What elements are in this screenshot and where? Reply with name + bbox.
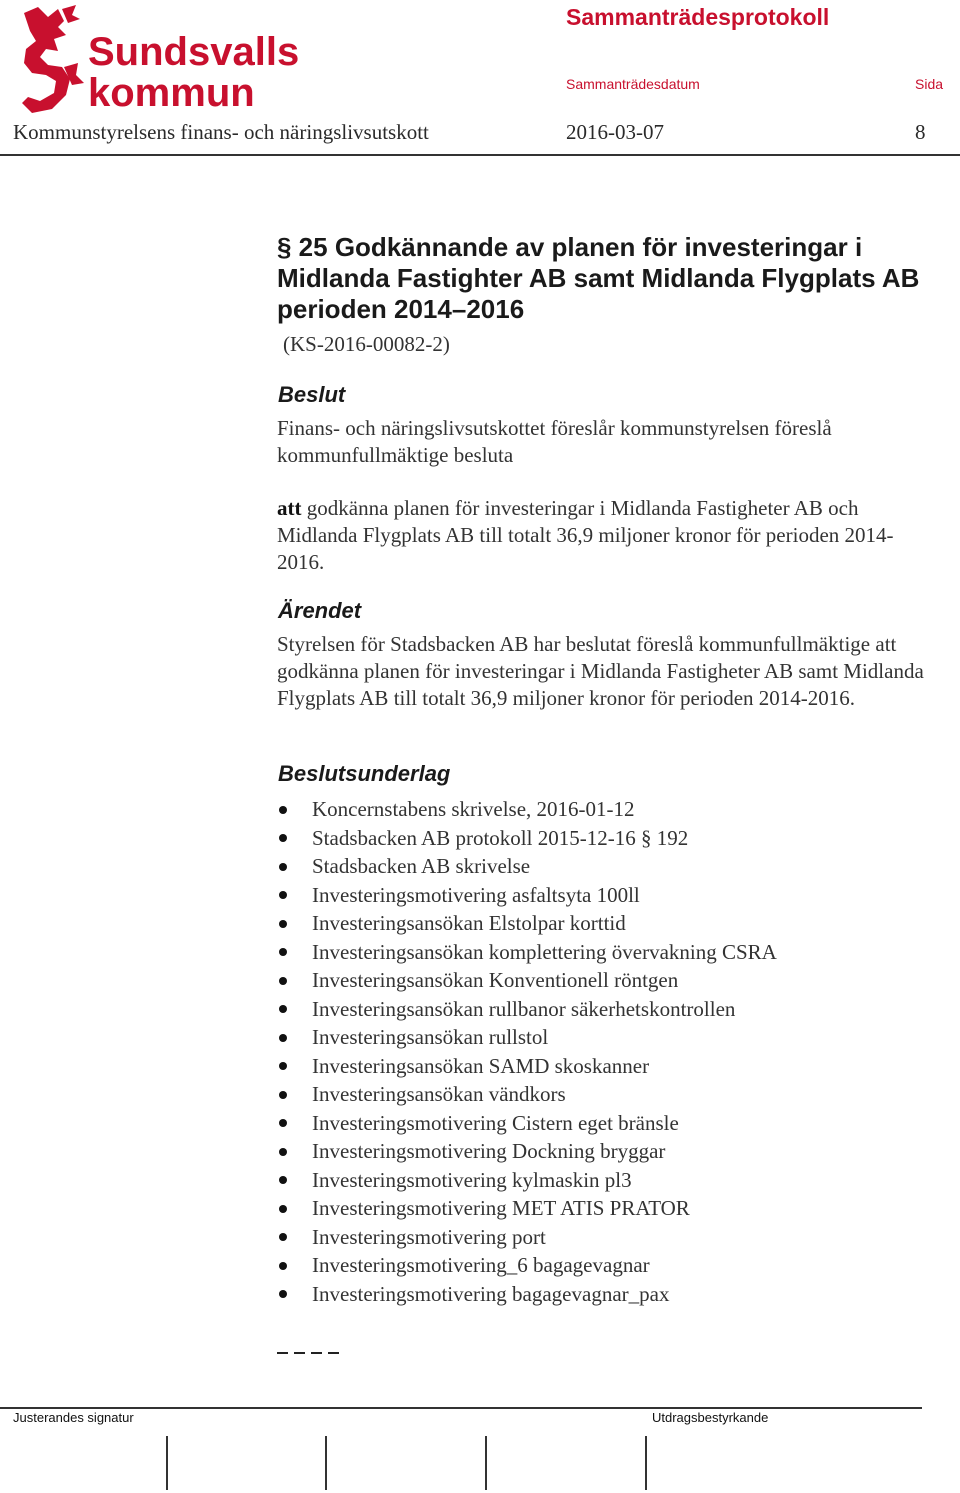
- underlag-item-text: Investeringsansökan Konventionell röntgen: [312, 968, 679, 992]
- footer-divider: [0, 1407, 922, 1409]
- underlag-item-text: Investeringsmotivering bagagevagnar_pax: [312, 1281, 670, 1306]
- case-number: (KS-2016-00082-2): [283, 332, 450, 356]
- underlag-list-item: [277, 795, 777, 824]
- decision-att-clause: [277, 495, 937, 576]
- beslutsunderlag-list: [277, 795, 777, 1308]
- bullet-icon: [279, 1205, 287, 1213]
- att-clause-text: godkänna planen för investeringar i Midlanda Fastigheter AB och Midlanda Flygplats AB till totalt 36,9 miljoner kronor för perioden 2014-2016.: [277, 496, 894, 574]
- underlag-item-text: Investeringsansökan vändkors: [312, 1082, 566, 1106]
- underlag-list-item: [277, 966, 777, 995]
- underlag-list-item: [277, 824, 777, 853]
- bullet-icon: [279, 1176, 287, 1184]
- signature-box-divider: [325, 1436, 327, 1490]
- signature-box-divider: [485, 1436, 487, 1490]
- arendet-paragraph: Styrelsen för Stadsbacken AB har beslutat föreslå kommunfullmäktige att godkänna planen för investeringar i Midlanda Fastigheter AB samt Midlanda Flygplats AB till totalt 36,9 miljoner kronor för perioden 2014-2016.: [277, 632, 924, 710]
- underlag-item-text: Investeringsmotivering_6 bagagevagnar: [312, 1253, 650, 1277]
- underlag-item-text: Koncernstabens skrivelse, 2016-01-12: [312, 797, 635, 821]
- underlag-list-item: [277, 1194, 777, 1223]
- bullet-icon: [279, 863, 287, 871]
- underlag-list-item: [277, 1137, 777, 1166]
- underlag-list-item: [277, 909, 777, 938]
- underlag-list-item: [277, 852, 777, 881]
- bullet-icon: [279, 806, 287, 814]
- header-divider: [0, 154, 960, 156]
- bullet-icon: [279, 1034, 287, 1042]
- sundsvalls-kommun-logo: [18, 5, 308, 117]
- underlag-list-item: [277, 1052, 777, 1081]
- meeting-date-label: Sammanträdesdatum: [566, 76, 700, 92]
- underlag-item-text: Investeringsmotivering asfaltsyta 100ll: [312, 882, 640, 907]
- att-keyword: att: [277, 496, 302, 520]
- underlag-list-item: [277, 1109, 777, 1138]
- section-end-marker: [277, 1352, 341, 1354]
- underlag-list-item: [277, 1080, 777, 1109]
- underlag-list-item: [277, 1223, 777, 1252]
- bullet-icon: [279, 891, 287, 899]
- bullet-icon: [279, 1119, 287, 1127]
- bullet-icon: [279, 948, 287, 956]
- underlag-item-text: Investeringsmotivering Cistern eget bränsle: [312, 1110, 679, 1135]
- bullet-icon: [279, 834, 287, 842]
- underlag-item-text: Stadsbacken AB protokoll 2015-12-16 § 192: [312, 825, 689, 850]
- signature-label: Justerandes signatur: [13, 1410, 134, 1425]
- dragon-emblem-icon: [22, 5, 84, 113]
- underlag-list-item: [277, 1280, 777, 1309]
- beslut-heading: Beslut: [278, 382, 346, 407]
- certification-label: Utdragsbestyrkande: [652, 1410, 769, 1425]
- underlag-item-text: Investeringsansökan Elstolpar korttid: [312, 911, 626, 935]
- logo-word-1: Sundsvalls: [88, 30, 300, 74]
- underlag-item-text: Investeringsansökan rullbanor säkerhetskontrollen: [312, 996, 736, 1021]
- underlag-list-item: [277, 1166, 777, 1195]
- underlag-list-item: [277, 881, 777, 910]
- bullet-icon: [279, 1005, 287, 1013]
- bullet-icon: [279, 977, 287, 985]
- underlag-item-text: Investeringsansökan SAMD skoskanner: [312, 1053, 650, 1078]
- underlag-item-text: Investeringsmotivering Dockning bryggar: [312, 1139, 666, 1163]
- underlag-item-text: Stadsbacken AB skrivelse: [312, 854, 531, 878]
- underlag-item-text: Investeringsmotivering kylmaskin pl3: [312, 1167, 632, 1192]
- page-label: Sida: [915, 76, 944, 92]
- logo-word-2: kommun: [88, 71, 255, 115]
- underlag-item-text: Investeringsansökan rullstol: [312, 1025, 549, 1049]
- signature-box-divider: [645, 1436, 647, 1490]
- signature-box-divider: [166, 1436, 168, 1490]
- arendet-heading: Ärendet: [278, 598, 362, 623]
- bullet-icon: [279, 1233, 287, 1241]
- underlag-list-item: [277, 1251, 777, 1280]
- bullet-icon: [279, 1290, 287, 1298]
- page-number: 8: [915, 120, 926, 144]
- underlag-list-item: [277, 938, 777, 967]
- beslut-paragraph: Finans- och näringslivsutskottet föreslår kommunstyrelsen föreslå kommunfullmäktige besluta: [277, 416, 832, 467]
- underlag-list-item: [277, 1023, 777, 1052]
- beslutsunderlag-heading: Beslutsunderlag: [278, 761, 451, 786]
- committee-name: Kommunstyrelsens finans- och näringslivsutskott: [13, 120, 429, 144]
- bullet-icon: [279, 1262, 287, 1270]
- underlag-item-text: Investeringsansökan komplettering övervakning CSRA: [312, 939, 777, 964]
- underlag-item-text: Investeringsmotivering port: [312, 1224, 546, 1249]
- underlag-item-text: Investeringsmotivering MET ATIS PRATOR: [312, 1196, 690, 1220]
- bullet-icon: [279, 1062, 287, 1070]
- bullet-icon: [279, 1148, 287, 1156]
- underlag-list-item: [277, 995, 777, 1024]
- bullet-icon: [279, 920, 287, 928]
- meeting-date: 2016-03-07: [566, 120, 664, 144]
- bullet-icon: [279, 1091, 287, 1099]
- document-type-title: Sammanträdesprotokoll: [566, 4, 830, 30]
- section-title: § 25 Godkännande av planen för investeringar i Midlanda Fastighter AB samt Midlanda Flygplats AB perioden 2014–2016: [277, 232, 920, 324]
